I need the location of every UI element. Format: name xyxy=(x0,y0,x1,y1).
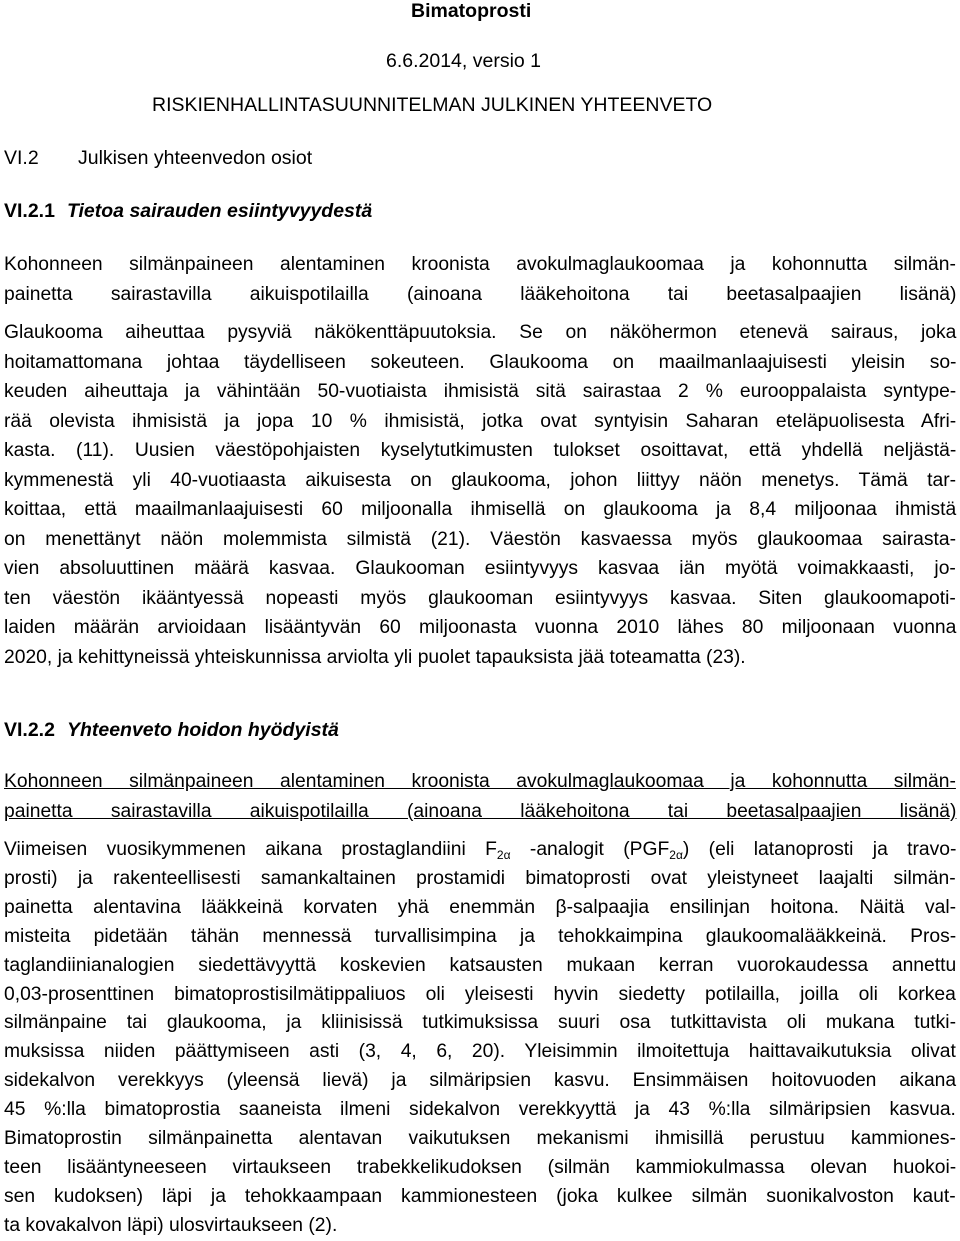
paragraph-line: misteita pidetään tähän mennessä turvallisimpina ja tehokkaimpina glaukoomalääkkeinä. Pros- xyxy=(4,925,957,947)
prevalence-paragraph xyxy=(4,318,956,672)
section-title: Julkisen yhteenvedon osiot xyxy=(78,147,313,169)
subsection-number: VI.2.2 xyxy=(4,719,55,741)
paragraph-line: painetta alentavina lääkkeinä korvaten yhä enemmän β-salpaajia ensilinjan hoitona. Näitä val- xyxy=(4,896,957,918)
document-version: 6.6.2014, versio 1 xyxy=(386,50,542,72)
subscript: 2α xyxy=(669,848,683,862)
paragraph-line: keuden aiheuttaja ja vähintään 50-vuotiaista ihmisistä sitä sairastaa 2 % eurooppalaista syntype- xyxy=(4,381,957,402)
indication-line: painetta sairastavilla aikuispotilailla (ainoana lääkehoitona tai beetasalpaajien lisänä) xyxy=(4,284,957,305)
indication-line: Kohonneen silmänpaineen alentaminen kroonista avokulmaglaukoomaa ja kohonnutta silmän- xyxy=(4,254,956,275)
paragraph-line: kasta. (11). Uusien väestöpohjaisten kyselytutkimusten tulokset osoittavat, että yhdellä neljästä- xyxy=(4,440,957,461)
paragraph-line: rää olevista ihmisistä ja jopa 10 % ihmisistä, jotka ovat syntyisin Saharan eteläpuolisesta Afri- xyxy=(4,410,957,432)
paragraph-line: on menettänyt näön molemmista silmistä (21). Väestön kasvaessa myös glaukoomaa sairasta- xyxy=(4,528,957,550)
paragraph-line: muksissa niiden päättymiseen asti (3, 4, 6, 20). Yleisimmin ilmoitettuja haittavaikutuksia olivat xyxy=(4,1041,956,1063)
paragraph-line: ten väestön ikääntyessä nopeasti myös glaukooman esiintyvyys kasvaa. Siten glaukoomapoti- xyxy=(4,587,956,609)
indication-line: Kohonneen silmänpaineen alentaminen kroonista avokulmaglaukoomaa ja kohonnutta silmän- xyxy=(4,771,956,792)
paragraph-line: ta kovakalvon läpi) ulosvirtaukseen (2). xyxy=(4,1214,338,1236)
paragraph-line: hoitamattomana johtaa täydelliseen sokeuteen. Glaukooma on maailmanlaajuisesti yleisin so- xyxy=(4,351,957,373)
indication-text xyxy=(4,250,956,310)
first-line-text: ) (eli latanoprosti ja travo- xyxy=(682,839,957,860)
subsection-title: Tietoa sairauden esiintyvyydestä xyxy=(66,200,373,222)
paragraph-line: koittaa, että maailmanlaajuisesti 60 miljoonalla ihmisellä on glaukooma ja 8,4 miljoonaa ihmistä xyxy=(4,499,957,520)
subsection-number: VI.2.1 xyxy=(4,200,55,222)
paragraph-line: teen lisääntyneeseen virtaukseen trabekkelikudoksen (silmän kammiokulmassa olevan huokoi- xyxy=(4,1156,957,1178)
section-number: VI.2 xyxy=(4,147,39,169)
paragraph-line-first xyxy=(4,836,956,865)
subscript: 2α xyxy=(496,848,511,862)
paragraph-line: Bimatoprostin silmänpainetta alentavan vaikutuksen mekanismi ihmisillä perustuu kammiones- xyxy=(4,1128,956,1150)
document-title: Bimatoprosti xyxy=(411,0,532,22)
paragraph-line: laiden määrän arvioidaan lisääntyvän 60 miljoonasta vuonna 2010 lähes 80 miljoonaan vuonna xyxy=(4,617,957,638)
paragraph-line: Glaukooma aiheuttaa pysyviä näkökenttäpuutoksia. Se on näköhermon etenevä sairaus, joka xyxy=(4,322,957,343)
indication-line: painetta sairastavilla aikuispotilailla (ainoana lääkehoitona tai beetasalpaajien lisänä) xyxy=(4,801,957,822)
subsection-title: Yhteenveto hoidon hyödyistä xyxy=(66,719,339,741)
subsection-heading-benefits xyxy=(4,718,339,742)
first-line-text: Viimeisen vuosikymmenen aikana prostaglandiini F xyxy=(4,839,497,860)
paragraph-line: 0,03-prosenttinen bimatoprostisilmätippaliuos oli yleisesti hyvin siedetty potilailla, joilla oli korkea xyxy=(4,983,956,1005)
paragraph-line: prosti) ja rakenteellisesti samankaltainen prostamidi bimatoprosti ovat yleistyneet laajalti silmän- xyxy=(4,867,956,889)
paragraph-line: sen kudoksen) läpi ja tehokkaampaan kammionesteen (joka kulkee silmän suonikalvoston kaut- xyxy=(4,1185,956,1207)
paragraph-line: vien absoluuttinen määrä kasvaa. Glaukooman esiintyvyys kasvaa iän myötä voimakkaasti, jo- xyxy=(4,558,956,579)
paragraph-line: sidekalvon verekkyys (yleensä lievä) ja silmäripsien kasvu. Ensimmäisen hoitovuoden aikana xyxy=(4,1070,957,1092)
document-subtitle: RISKIENHALLINTASUUNNITELMAN JULKINEN YHTEENVETO xyxy=(152,94,713,116)
benefits-paragraph xyxy=(4,836,956,1241)
paragraph-line: silmänpaine tai glaukooma, ja kliinisissä tutkimuksissa suuri osa tutkittavista oli mukana tutki- xyxy=(4,1012,957,1034)
paragraph-line: taglandiinianalogien siedettävyyttä koskevien katsausten mukaan kerran vuorokaudessa annettu xyxy=(4,954,957,976)
paragraph-line: 45 %:lla bimatoprostia saaneista ilmeni sidekalvon verekkyyttä ja 43 %:lla silmäripsien kasvua. xyxy=(4,1099,956,1121)
subsection-heading-prevalence xyxy=(4,199,372,223)
paragraph-line: kymmenestä yli 40-vuotiaasta aikuisesta on glaukooma, johon liittyy näön menetys. Tämä tar- xyxy=(4,469,957,491)
indication-text-underlined xyxy=(4,767,956,827)
paragraph-line: 2020, ja kehittyneissä yhteiskunnissa arviolta yli puolet tapauksista jää toteamatta (23). xyxy=(4,646,746,668)
first-line-text: -analogit (PGF xyxy=(510,839,670,860)
